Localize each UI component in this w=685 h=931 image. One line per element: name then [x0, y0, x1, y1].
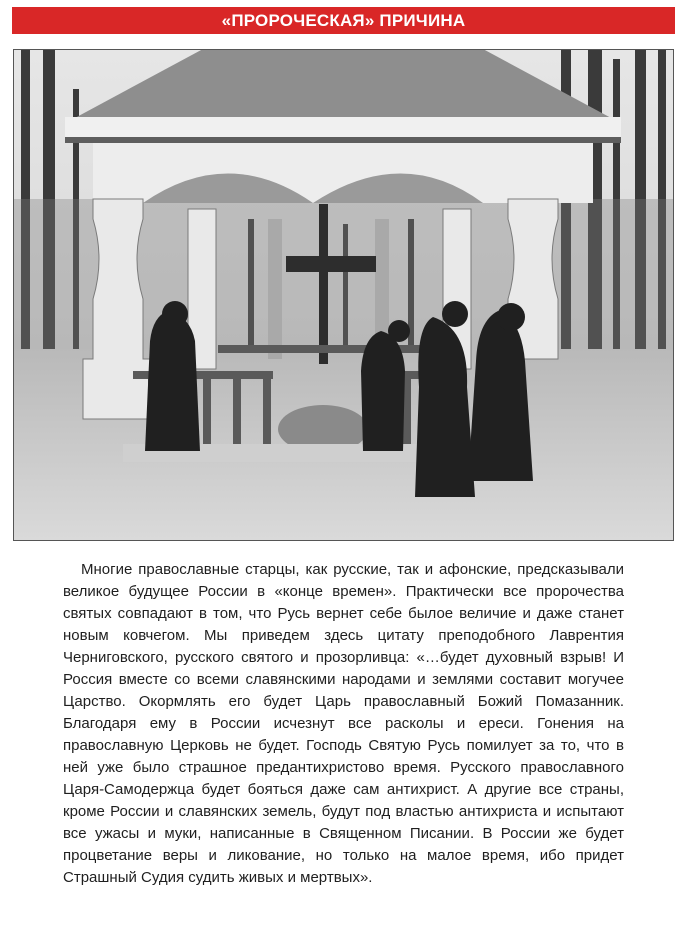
historical-photo — [13, 49, 674, 541]
section-title: «ПРОРОЧЕСКАЯ» ПРИЧИНА — [221, 10, 466, 30]
article-text — [63, 559, 624, 889]
section-title-banner — [12, 7, 675, 34]
roof-eave — [65, 117, 621, 139]
article-paragraph: Многие православные старцы, как русские, так и афонские, предсказывали великое будущее России в «конце времен». Практически все пророчества святых совпадают в том, что Русь вернет себе былое величие и даже станет новым ковчегом. Мы приведем здесь цитату преподобного Лаврентия Черниговского, русского святого и прозорливца: «…будет духовный взрыв! И Россия вместе со всеми славянскими народами и землями составит могучее Царство. Окормлять его будет Царь православный Божий Помазанник. Благодаря ему в России исчезнут все расколы и ереси. Гонения на православную Церковь не будет. Господь Святую Русь помилует за то, что в ней уже было страшное предантихристово время. Русского православного Царя-Самодержца будет бояться даже сам антихрист. А другие все страны, кроме России и славянских земель, будут под властью антихриста и испытают все ужасы и муки, написанные в Священном Писании. В России же будет процветание веры и ликование, но только на малое время, ибо придет Страшный Судия судить живых и мертвых». — [63, 561, 624, 886]
